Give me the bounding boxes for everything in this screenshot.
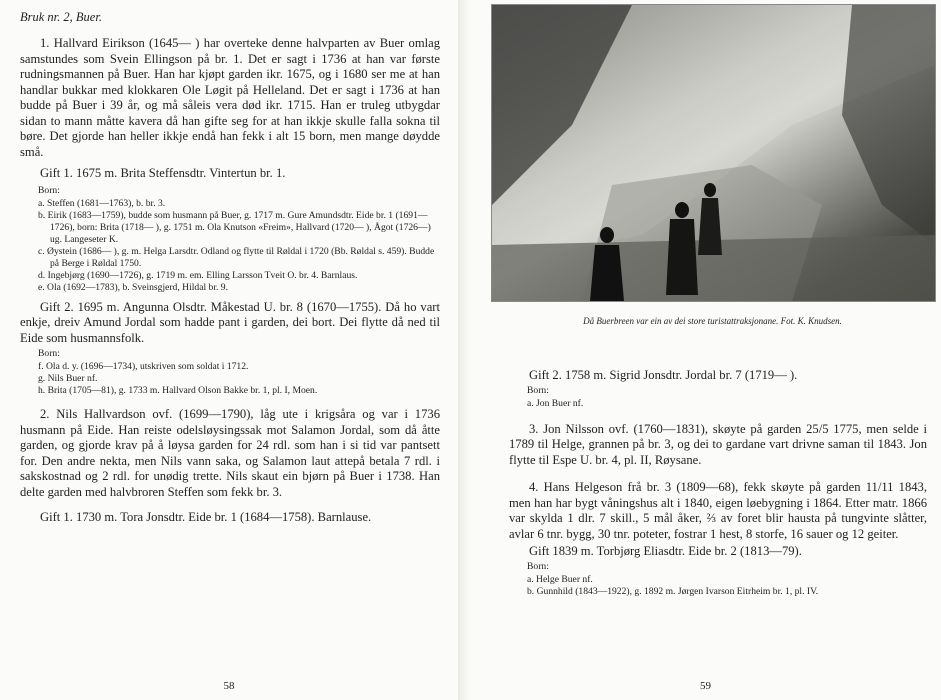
list-item: f. Ola d. y. (1696—1734), utskriven som soldat i 1712. bbox=[38, 361, 249, 372]
list-item: b. Eirik (1683—1759), budde som husmann på Buer, g. 1717 m. Gure Amundsdtr. Eide br. 1 (1691—1726), born: Brita (1718— ), g. 1751 m. Ola Knutson «Freim», Hallvard (1720— ), Ågot (1726—) ug. Langeseter K. bbox=[38, 209, 431, 245]
born-label: Born: bbox=[527, 560, 549, 572]
list-item: a. Jon Buer nf. bbox=[527, 397, 584, 409]
list-item: h. Brita (1705—81), g. 1733 m. Hallvard Olson Bakke br. 1, pl. I, Moen. bbox=[38, 385, 318, 396]
marriage-2: Gift 2. 1695 m. Angunna Olsdtr. Måkestad U. br. 8 (1670—1755). Då ho vart enkje, dreiv Amund Jordal som hadde pant i garden, dei bort. Dei flytte då ned til Eide som husmannsfolk. bbox=[20, 299, 440, 345]
right-page bbox=[470, 0, 941, 700]
list-item: c. Øystein (1686— ), g. m. Helga Larsdtr. Odland og flytte til Røldal i 1720 (Bb. Røldal s. 459). Budde på Berge i Røldal 1750. bbox=[38, 245, 435, 269]
marriage-5: Gift 1839 m. Torbjørg Eliasdtr. Eide br. 2 (1813—79). bbox=[529, 544, 802, 558]
children-list-3 bbox=[527, 385, 927, 410]
paragraph-3: 3. Jon Nilsson ovf. (1760—1831), skøyte på garden 25/5 1775, men selde i 1789 til Helge, grannen på br. 3, og dei to gardane vart drivne saman til 1843. Jon flytte til Espe U. br. 4, pl. II, Røysane. bbox=[509, 421, 927, 467]
marriage-4: Gift 2. 1758 m. Sigrid Jonsdtr. Jordal br. 7 (1719— ). bbox=[529, 368, 798, 382]
list-item: a. Helge Buer nf. bbox=[527, 573, 593, 585]
book-gutter bbox=[458, 0, 470, 700]
born-label: Born: bbox=[38, 348, 60, 359]
left-column bbox=[20, 36, 440, 526]
glacier-photo bbox=[491, 4, 936, 302]
running-head: Bruk nr. 2, Buer. bbox=[20, 10, 102, 24]
children-list-1 bbox=[38, 185, 440, 294]
right-column bbox=[509, 368, 927, 598]
paragraph-1: 1. Hallvard Eirikson (1645— ) har overteke denne halvparten av Buer omlag samstundes som Svein Ellingson på br. 1. Det er sagt i 1736 at han var første rudningsmannen på Buer. Han har kjøpt garden ikr. 1675, og i 1680 ser me at han handlar bukkar med klokkaren Ole Løgit på Helleland. Det er sagt i 1736 at han budde på Buer i 39 år, og må såleis vera død ikr. 1715. Han er truleg utbygdar sidan to mann måtte kavera då han gifte seg for at han ikkje skulle falla sokna til børe. Det gjorde han heller ikkje endå han fekk i alt 15 born, men mange døydde små. bbox=[20, 36, 440, 159]
list-item: d. Ingebjørg (1690—1726), g. 1719 m. em. Elling Larsson Tveit O. br. 4. Barnlaus. bbox=[38, 269, 358, 281]
page-number: 59 bbox=[700, 680, 711, 692]
marriage-3: Gift 1. 1730 m. Tora Jonsdtr. Eide br. 1 (1684—1758). Barnlause. bbox=[40, 510, 372, 524]
paragraph-2: 2. Nils Hallvardson ovf. (1699—1790), låg ute i krigsåra og var i 1736 husmann på Eide. Han reiste odelsløysingssak mot Salamon Jordal, som då åtte garden, og gjorde krav på å løysa garden for 24 rdl. som han i si tid var pantsett for. Den andre nekta, men Nils vann saka, og Salamon laut attepå betala 7 rdl. i sakskostnad og 2 rdl. for unødig trette. Nils skaut ein bjørn på Buer i 1738. Han delte garden med halvbroren Steffen som fekk br. 3. bbox=[20, 407, 440, 499]
left-page bbox=[0, 0, 458, 700]
paragraph-4: 4. Hans Helgeson frå br. 3 (1809—68), fekk skøyte på garden 11/11 1843, men han har bygt våningshus alt i 1840, eigen løebygning i 1864. Etter matr. 1866 var skylda 1 dlr. 7 skill., 5 mål åker, ⅔ av foret blir hausta på tungvinte slåtter, avlar 6 tnr. bygg, 30 tnr. poteter, fostrar 1 hest, 8 storfe, 16 sauer og 12 geiter. bbox=[509, 480, 927, 541]
marriage-1: Gift 1. 1675 m. Brita Steffensdtr. Vintertun br. 1. bbox=[40, 166, 286, 180]
list-item: a. Steffen (1681—1763), b. br. 3. bbox=[38, 197, 166, 209]
born-label: Born: bbox=[38, 184, 60, 196]
list-item: e. Ola (1692—1783), b. Sveinsgjerd, Hildal br. 9. bbox=[38, 281, 228, 293]
born-label: Born: bbox=[527, 384, 549, 396]
page-number: 58 bbox=[223, 680, 235, 692]
list-item: g. Nils Buer nf. bbox=[38, 373, 98, 384]
glacier-photo-illustration bbox=[492, 5, 935, 301]
photo-caption: Då Buerbreen var ein av dei store turistattraksjonane. Fot. K. Knudsen. bbox=[583, 316, 842, 326]
children-list-2 bbox=[38, 348, 440, 397]
list-item: b. Gunnhild (1843—1922), g. 1892 m. Jørgen Ivarson Eitrheim br. 1, pl. IV. bbox=[527, 585, 819, 597]
children-list-4 bbox=[527, 561, 927, 598]
